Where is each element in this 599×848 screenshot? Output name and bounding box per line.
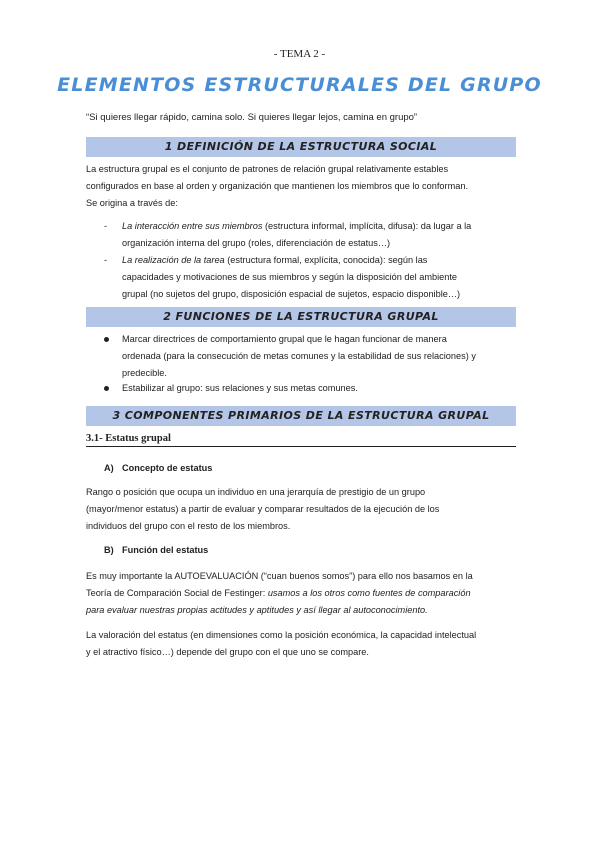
list-item-rest: (estructura formal, explícita, conocida): según las	[224, 255, 428, 265]
subsection-b-heading	[104, 545, 208, 555]
paragraph-line	[86, 585, 516, 602]
list-item-text	[122, 380, 516, 397]
paragraph-line: Rango o posición que ocupa un individuo en una jerarquía de prestigio de un grupo	[86, 487, 426, 497]
paragraph-text: Teoría de Comparación Social de Festinger:	[86, 588, 268, 598]
paragraph-line: Se origina a través de:	[86, 198, 178, 208]
bullet-icon	[104, 386, 109, 391]
paragraph-line: individuos del grupo con el resto de los miembros.	[86, 521, 291, 531]
subsection-a-heading	[104, 463, 212, 473]
list-item-line: capacidades y motivaciones de sus miembros y según la disposición del ambiente	[122, 272, 458, 282]
list-item-text	[122, 331, 516, 382]
subsection-a-title: Concepto de estatus	[122, 463, 213, 473]
list-item-line: grupal (no sujetos del grupo, disposición espacial de sujetos, espacio disponible…)	[122, 289, 461, 299]
subsection-a-label: A)	[104, 463, 114, 473]
list-item-line: predecible.	[122, 368, 167, 378]
bullet-icon	[104, 337, 109, 342]
section-heading-2: 2 FUNCIONES DE LA ESTRUCTURA GRUPAL	[86, 307, 516, 327]
paragraph-line: La estructura grupal es el conjunto de patrones de relación grupal relativamente estables	[86, 164, 449, 174]
subsection-b-label: B)	[104, 545, 114, 555]
list-item-text	[122, 218, 516, 252]
list-item-emphasis: La realización de la tarea	[122, 255, 225, 265]
list-item-line: ordenada (para la consecución de metas comunes y la estabilidad de sus relaciones) y	[122, 351, 476, 361]
list-item-line: Estabilizar al grupo: sus relaciones y sus metas comunes.	[122, 383, 358, 393]
paragraph-line: La valoración del estatus (en dimensiones como la posición económica, la capacidad intelectual	[86, 630, 477, 640]
dash-marker: -	[104, 221, 108, 231]
list-item-text	[122, 252, 516, 303]
list-item-emphasis: La interacción entre sus miembros	[122, 221, 263, 231]
paragraph-line: Es muy importante la AUTOEVALUACIÓN (“cuan buenos somos”) para ello nos basamos en la	[86, 571, 473, 581]
section-heading-3: 3 COMPONENTES PRIMARIOS DE LA ESTRUCTURA GRUPAL	[86, 406, 516, 426]
dash-marker: -	[104, 255, 108, 265]
topic-number: - TEMA 2 -	[273, 48, 326, 60]
document-title: ELEMENTOS ESTRUCTURALES DEL GRUPO	[57, 74, 542, 96]
list-item-line: organización interna del grupo (roles, diferenciación de estatus…)	[122, 238, 391, 248]
section-heading-1: 1 DEFINICIÓN DE LA ESTRUCTURA SOCIAL	[86, 137, 516, 157]
list-item-line: Marcar directrices de comportamiento grupal que le hagan funcionar de manera	[122, 334, 447, 344]
paragraph-emphasis: usamos a los otros como fuentes de comparación	[267, 588, 471, 598]
subsection-b-title: Función del estatus	[122, 545, 209, 555]
paragraph-line: configurados en base al orden y organización que mantienen los miembros que lo conforman.	[86, 181, 469, 191]
list-item-rest: (estructura informal, implícita, difusa): da lugar a la	[262, 221, 472, 231]
paragraph-line: (mayor/menor estatus) a partir de evaluar y comparar resultados de la ejecución de los	[86, 504, 440, 514]
epigraph-quote: “Si quieres llegar rápido, camina solo. Si quieres llegar lejos, camina en grupo”	[86, 112, 418, 123]
paragraph-line: para evaluar nuestras propias actitudes y aptitudes y así llegar al autoconocimiento.	[86, 605, 428, 615]
subsection-heading: 3.1- Estatus grupal	[86, 433, 516, 447]
paragraph-line: y el atractivo físico…) depende del grupo con el que uno se compare.	[86, 647, 369, 657]
